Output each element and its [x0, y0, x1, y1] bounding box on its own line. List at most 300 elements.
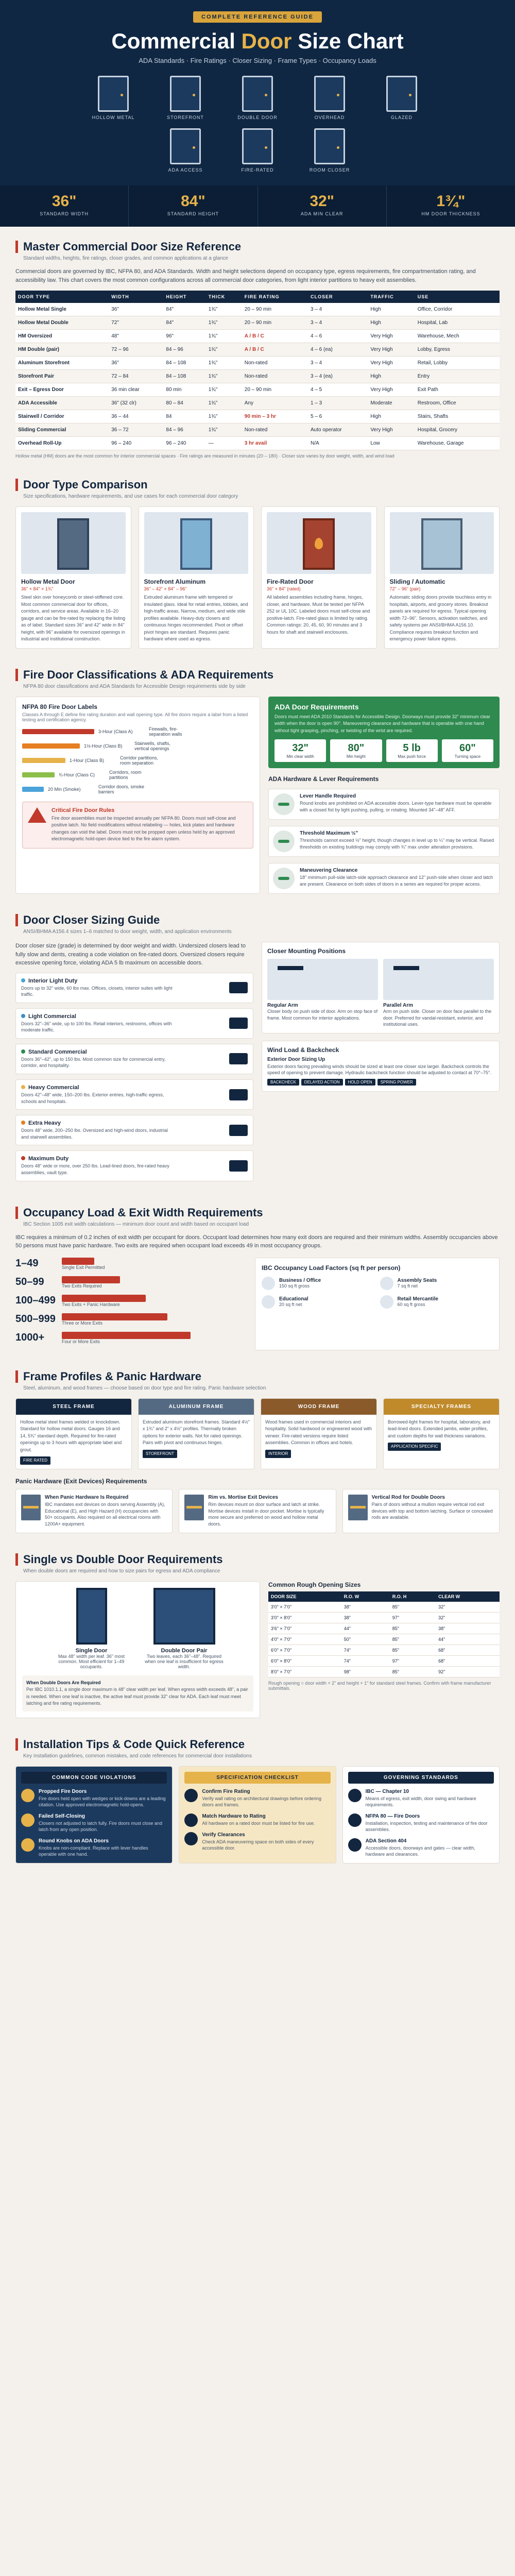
table-cell: 1¾" — [206, 330, 242, 343]
table-cell: Lobby, Egress — [415, 343, 500, 357]
tip-icon — [184, 1814, 198, 1827]
tip-icon — [21, 1838, 35, 1852]
hardware-item — [268, 789, 500, 820]
mounting-text: Arm on push side. Closer on door face parallel to the door. Preferred for vandal-resistant, exterior, and institutional uses. — [383, 1009, 492, 1027]
table-cell: Exit – Egress Door — [15, 383, 109, 397]
fire-ada-section — [0, 655, 515, 901]
door-option — [143, 1588, 226, 1669]
door-option-title: Double Door Pair — [161, 1647, 208, 1654]
table-cell: Very High — [368, 357, 415, 370]
table-header: WIDTH — [109, 291, 163, 303]
tip-column-heading: GOVERNING STANDARDS — [348, 1772, 494, 1784]
load-factor-value: 20 sq ft net — [279, 1302, 302, 1308]
tip-item — [184, 1814, 330, 1827]
table-cell: 3'0" × 7'0" — [268, 1602, 341, 1613]
table-cell: Non-rated — [242, 423, 308, 437]
load-factor-title: Business / Office — [279, 1278, 321, 1284]
frame-profile-tag: FIRE RATED — [20, 1456, 50, 1465]
section-title: Frame Profiles & Panic Hardware — [23, 1369, 202, 1383]
card-spec: 36" – 42" × 84" – 96" — [144, 586, 187, 591]
stat-label: HM DOOR THICKNESS — [421, 211, 480, 216]
closer-size-text: Doors 36"–42", up to 150 lbs. Most common size for commercial entry, corridor, and hospitality. — [21, 1056, 166, 1069]
ada-stat-label: Min clear width — [286, 754, 314, 759]
ada-stat-label: Turning space — [454, 754, 481, 759]
tip-column — [179, 1766, 336, 1864]
table-cell: 85" — [390, 1623, 436, 1634]
door-icon — [242, 128, 273, 164]
tip-column-heading: SPECIFICATION CHECKLIST — [184, 1772, 330, 1784]
tip-column — [342, 1766, 500, 1864]
table-cell: Hollow Metal Double — [15, 316, 109, 330]
fire-labels-panel — [15, 697, 260, 894]
door-label: GLAZED — [390, 115, 413, 120]
door-frame-shape — [421, 518, 462, 570]
mounting-text: Closer body on push side of door. Arm on stop face of frame. Most common for interior applications. — [267, 1009, 378, 1021]
table-cell: 84 – 108 — [163, 357, 205, 370]
table-cell: Restroom, Office — [415, 397, 500, 410]
occupancy-row — [15, 1258, 247, 1270]
building-icon — [380, 1295, 393, 1309]
hero-banner — [0, 0, 515, 227]
card-spec: 36" × 84" (rated) — [267, 586, 301, 591]
table-cell: 3 – 4 — [308, 303, 368, 316]
tip-icon — [184, 1832, 198, 1845]
hero-door-item — [376, 76, 427, 120]
table-cell: 4'0" × 7'0" — [268, 1634, 341, 1645]
building-icon — [262, 1295, 275, 1309]
door-option-title: Single Door — [75, 1647, 108, 1654]
frame-profile-card — [383, 1398, 500, 1470]
table-cell: N/A — [308, 437, 368, 450]
fire-label-row — [22, 755, 253, 766]
fire-label-row — [22, 741, 253, 751]
door-closer-icon — [229, 1053, 248, 1064]
wind-subheading: Exterior Door Sizing Up — [267, 1056, 325, 1062]
ada-stat-label: Min height — [346, 754, 366, 759]
rough-opening-heading: Common Rough Opening Sizes — [268, 1581, 361, 1588]
panic-hardware-card — [342, 1489, 500, 1533]
panic-hardware-card — [15, 1489, 173, 1533]
tip-icon — [348, 1838, 362, 1852]
closer-size-text: Doors 32"–36" wide, up to 100 lbs. Retail interiors, restrooms, offices with moderate traffic. — [21, 1021, 172, 1033]
table-cell: 84 – 96 — [163, 423, 205, 437]
hardware-title: Threshold Maximum ½" — [300, 831, 358, 836]
occupancy-row — [15, 1332, 247, 1344]
door-label: DOUBLE DOOR — [237, 115, 278, 120]
hero-door-item — [88, 76, 139, 120]
door-icon — [314, 128, 345, 164]
occupancy-section — [0, 1193, 515, 1357]
table-cell: 1¾" — [206, 370, 242, 383]
door-type-card — [384, 506, 500, 649]
closer-size-text: Doors 48" wide or more, over 250 lbs. Lead-lined doors, fire-rated heavy assemblies, vault type. — [21, 1163, 169, 1176]
table-cell: Very High — [368, 330, 415, 343]
section-title: Door Closer Sizing Guide — [23, 913, 160, 926]
hero-stats — [0, 185, 515, 227]
hero-stat — [0, 185, 129, 227]
occupancy-label: Single Exit Permitted — [62, 1264, 105, 1270]
door-option-text: Max 48" width per leaf. 36" most common. Most efficient for 1–49 occupants. — [58, 1653, 125, 1669]
closer-size-row — [15, 1115, 253, 1145]
frame-profile-card — [15, 1398, 132, 1470]
occupant-range: 50–99 — [15, 1276, 44, 1288]
ada-stat — [274, 739, 326, 762]
rough-opening-table — [268, 1591, 500, 1677]
occupancy-row — [15, 1276, 247, 1289]
tip-title: IBC — Chapter 10 — [365, 1788, 409, 1794]
table-cell: 1¾" — [206, 423, 242, 437]
door-label: FIRE-RATED — [241, 167, 274, 173]
frame-profile-tag: STOREFRONT — [143, 1450, 177, 1458]
table-row — [15, 343, 500, 357]
section-title: Door Type Comparison — [23, 478, 148, 491]
fire-label-name: ¾-Hour (Class C) — [59, 772, 95, 777]
tip-title: NFPA 80 — Fire Doors — [365, 1813, 420, 1819]
fire-label-row — [22, 784, 253, 794]
hero-stat — [129, 185, 258, 227]
table-cell: 1¾" — [206, 383, 242, 397]
lever-handle-icon — [273, 793, 295, 815]
exit-device-icon — [21, 1495, 41, 1520]
door-option-text: Two leaves, each 36"–48". Required when one leaf is insufficient for egress width. — [145, 1653, 224, 1669]
frame-profile-title: SPECIALTY FRAMES — [384, 1399, 499, 1415]
wind-heading: Wind Load & Backcheck — [267, 1046, 339, 1054]
hardware-text: 18" minimum pull-side latch-side approach clearance and 12" push-side when closer and latch are present. Clearance on both sides of doors in a series are required for proper access. — [300, 875, 493, 887]
table-header: CLEAR W — [436, 1591, 500, 1602]
load-factor-item — [262, 1277, 375, 1290]
table-cell: 3 – 4 — [308, 357, 368, 370]
tip-icon — [184, 1789, 198, 1802]
occupancy-label: Four or More Exits — [62, 1338, 100, 1344]
occupancy-bar — [62, 1313, 167, 1320]
table-header: CLOSER — [308, 291, 368, 303]
table-row — [15, 383, 500, 397]
hardware-item — [268, 863, 500, 894]
occupancy-bar — [62, 1332, 191, 1339]
panic-text: IBC mandates exit devices on doors serving Assembly (A), Educational (E), and High Hazard (H) occupancies with 50+ occupants. Also required on all electrical rooms with 1200A+ equipment. — [45, 1502, 165, 1527]
hero-badge: COMPLETE REFERENCE GUIDE — [193, 11, 322, 23]
table-cell: 84 – 96 — [163, 343, 205, 357]
lever-handle-icon — [273, 831, 295, 852]
ada-stat — [386, 739, 438, 762]
table-cell: 36 – 44 — [109, 410, 163, 423]
table-cell: 36 – 72 — [109, 423, 163, 437]
table-cell: Non-rated — [242, 370, 308, 383]
warning-icon — [28, 807, 46, 823]
table-cell: Any — [242, 397, 308, 410]
closer-arm-illustration — [267, 959, 378, 1000]
table-cell: 97" — [390, 1655, 436, 1666]
table-cell: 1¾" — [206, 397, 242, 410]
table-cell: 4 – 6 (ea) — [308, 343, 368, 357]
table-cell: 36" — [109, 303, 163, 316]
table-cell: 85" — [390, 1634, 436, 1645]
lever-handle-icon — [273, 868, 295, 889]
mounting-box — [262, 942, 500, 1033]
card-text: All labeled assemblies including frame, hinges, closer, and hardware. Must be tested per NFPA 252 or UL 10C. Labeled doors must self-close and positive-latch. Fire-rated glass is limited by rating. Common ratings: 20, 45, 60, 90 minutes and 3 hours for shaft and stairwell enclosures. — [267, 595, 370, 635]
fire-rating-bar — [22, 787, 44, 792]
table-cell: 98" — [341, 1666, 390, 1677]
fire-rating-bar — [22, 729, 94, 734]
tip-title: Round Knobs on ADA Doors — [39, 1838, 109, 1844]
building-icon — [262, 1277, 275, 1290]
table-cell: 72" — [109, 316, 163, 330]
closer-color-dot — [21, 1014, 25, 1018]
table-cell: 84" — [163, 316, 205, 330]
table-cell: 84 — [163, 410, 205, 423]
table-cell: HM Oversized — [15, 330, 109, 343]
feature-tag: SPRING POWER — [377, 1079, 416, 1086]
closer-size-row — [15, 1008, 253, 1039]
table-row — [268, 1634, 500, 1645]
single-double-section — [0, 1539, 515, 1724]
warning-text: Fire door assemblies must be inspected annually per NFPA 80. Doors must self-close and positive latch. No field modifications without relabeling — holes, kick plates and hardware changes can void the label. Doors must not be propped open unless held by an approved electromagnetic hold-open device tied to the fire alarm system. — [52, 815, 236, 841]
table-legend: Hollow metal (HM) doors are the most common for interior commercial spaces · Fire ratings are measured in minutes (20 – 180) · Closer size varies by door weight, width, and wind load — [15, 453, 394, 459]
panic-text: Pairs of doors without a mullion require vertical rod exit devices with top and bottom latching. Surface or concealed rods are available. — [371, 1502, 493, 1520]
hero-door-item — [304, 76, 355, 120]
hero-subtitle: ADA Standards · Fire Ratings · Closer Sizing · Frame Types · Occupancy Loads — [139, 57, 376, 64]
section-subtitle: Key installation guidelines, common mistakes, and code references for commercial door installations — [23, 1753, 252, 1759]
exit-device-icon — [348, 1495, 368, 1520]
table-cell: Storefront Pair — [15, 370, 109, 383]
tip-text: Closers not adjusted to latch fully. Fire doors must close and latch from any open position. — [39, 1820, 162, 1833]
occupant-range: 500–999 — [15, 1313, 56, 1325]
hero-stat — [387, 185, 515, 227]
table-cell: 38" — [341, 1602, 390, 1613]
fire-label-desc: Stairwells, shafts, vertical openings — [134, 740, 171, 751]
table-cell: High — [368, 316, 415, 330]
frame-profile-text: Hollow metal steel frames welded or knockdown. Standard for hollow metal doors. Gauges 16 and 14, 5¾" standard depth. Required for fire-rated openings up to 3 hours with appropriate label and grout. — [20, 1419, 122, 1452]
closer-color-dot — [21, 1085, 25, 1089]
closer-size-row — [15, 1044, 253, 1074]
table-row — [15, 423, 500, 437]
hero-door-item — [304, 128, 355, 173]
tip-text: Knobs are non-compliant. Replace with lever handles operable with one hand. — [39, 1845, 148, 1857]
table-cell: 92" — [436, 1666, 500, 1677]
table-cell: 3 hr avail — [242, 437, 308, 450]
hero-door-item — [160, 128, 211, 173]
closer-size-name: Standard Commercial — [21, 1049, 176, 1055]
tip-title: ADA Section 404 — [365, 1838, 407, 1844]
hardware-item — [268, 826, 500, 857]
feature-tag: DELAYED ACTION — [301, 1079, 343, 1086]
door-icon — [314, 76, 345, 112]
table-cell: 32" — [436, 1612, 500, 1623]
table-cell: HM Double (pair) — [15, 343, 109, 357]
stat-value: 32" — [310, 193, 334, 210]
door-icon — [170, 128, 201, 164]
table-cell: 36" (32 clr) — [109, 397, 163, 410]
tip-text: All hardware on a rated door must be listed for fire use. — [202, 1820, 315, 1826]
closer-size-text: Doors 42"–48" wide, 150–200 lbs. Exterior entries, high-traffic egress, schools and hospitals. — [21, 1092, 164, 1104]
table-row — [15, 357, 500, 370]
load-factor-item — [380, 1277, 493, 1290]
door-label: ROOM CLOSER — [309, 167, 350, 173]
door-illustration — [21, 512, 126, 574]
closer-size-row — [15, 1079, 253, 1110]
table-cell: 80 – 84 — [163, 397, 205, 410]
frame-profile-card — [261, 1398, 377, 1470]
occupancy-label: Three or More Exits — [62, 1320, 103, 1326]
door-frame-shape — [180, 518, 212, 570]
frame-profile-body — [16, 1415, 131, 1469]
table-cell: 72 – 84 — [109, 370, 163, 383]
ada-stat — [442, 739, 493, 762]
stat-label: STANDARD HEIGHT — [167, 211, 219, 216]
card-text: Steel skin over honeycomb or steel-stiffened core. Most common commercial door for offices, corridors, and service areas. Available in 16–20 gauge and can be fire-rated by replacing the listing as of label. Standard sizes 36" and 42" wide in 84" height, with 96" available for oversized openings in industrial and institutional construction. — [21, 595, 126, 641]
table-cell: Exit Path — [415, 383, 500, 397]
closer-color-dot — [21, 1121, 25, 1125]
table-cell: 1 – 3 — [308, 397, 368, 410]
occupancy-row — [15, 1313, 247, 1326]
closer-color-dot — [21, 1049, 25, 1054]
card-title: Hollow Metal Door — [21, 578, 75, 585]
card-spec: 36" × 84" × 1¾" — [21, 586, 54, 591]
table-cell: 36" — [109, 357, 163, 370]
table-cell: 8'0" × 7'0" — [268, 1666, 341, 1677]
table-cell: 1¾" — [206, 316, 242, 330]
card-text: Automatic sliding doors provide touchless entry in hospitals, airports, and grocery stores. Breakout panels are required for egress. Typical opening width 72–96". Sensors, activation switches, and safety systems per ANSI/BHMA A156.10. Compliance requires breakout function and emergency power failure egress. — [389, 595, 492, 641]
table-cell: 4 – 6 — [308, 330, 368, 343]
mounting-heading: Closer Mounting Positions — [267, 947, 346, 955]
closer-size-name: Maximum Duty — [21, 1156, 176, 1162]
table-cell: 74" — [341, 1655, 390, 1666]
door-option — [50, 1588, 133, 1669]
table-cell: Retail, Lobby — [415, 357, 500, 370]
tip-text: Fire doors held open with wedges or kick-downs are a leading citation. Use approved electromagnetic hold-opens. — [39, 1795, 166, 1808]
panic-title: When Panic Hardware Is Required — [45, 1495, 129, 1501]
door-type-card — [15, 506, 131, 649]
ada-requirements-box — [268, 697, 500, 769]
table-cell: 68" — [436, 1645, 500, 1655]
ada-title: ADA Door Requirements — [274, 702, 359, 711]
hardware-text: Round knobs are prohibited on ADA accessible doors. Lever-type hardware must be operable with a closed fist by light pushing, pulling, or rotating. Mounted 34"–48" AFF. — [300, 801, 492, 812]
tip-item — [21, 1789, 167, 1808]
page-title: Commercial Door Size Chart — [111, 29, 404, 53]
tip-text: Verify wall rating on architectural drawings before ordering doors and frames. — [202, 1795, 321, 1808]
occupancy-bar — [62, 1258, 94, 1265]
card-title: Storefront Aluminum — [144, 578, 206, 585]
mounting-title: Regular Arm — [267, 1003, 298, 1008]
rough-opening-note: Rough opening = door width + 2" and height + 1" for standard steel frames. Confirm with frame manufacturer submittals. — [268, 1680, 491, 1691]
closer-size-row — [15, 973, 253, 1003]
table-cell: Hollow Metal Single — [15, 303, 109, 316]
master-table — [15, 291, 500, 450]
table-cell: 96 – 240 — [109, 437, 163, 450]
table-row — [268, 1645, 500, 1655]
hero-door-icons — [0, 76, 515, 173]
table-cell: Office, Corridor — [415, 303, 500, 316]
ada-stat — [330, 739, 382, 762]
ada-stat-value: 60" — [459, 742, 476, 754]
table-cell: 3 – 4 — [308, 316, 368, 330]
intro-text: Commercial doors are governed by IBC, NFPA 80, and ADA Standards. Width and height selections depend on occupancy type, egress requirements, fire compartmentation rating, and accessibility law. This chart covers the most common configurations across all commercial door categories, from light interior partitions to heavy exit assemblies. — [15, 268, 476, 283]
fire-rating-bar — [22, 743, 80, 749]
section-subtitle: When double doors are required and how to size pairs for egress and ADA compliance — [23, 1568, 220, 1574]
closer-arm-illustration — [383, 959, 494, 1000]
tip-icon — [348, 1814, 362, 1827]
table-cell: High — [368, 410, 415, 423]
door-illustration — [144, 512, 249, 574]
load-factors-heading: IBC Occupancy Load Factors (sq ft per person) — [262, 1264, 401, 1272]
hardware-title: Maneuvering Clearance — [300, 868, 358, 873]
wind-text: Exterior doors facing prevailing winds should be sized at least one closer size larger. Backcheck controls the speed of opening to prevent damage. Hydraulic backcheck function should be adjusted to contact at 70°–75°. — [267, 1063, 491, 1076]
table-header: FIRE RATING — [242, 291, 308, 303]
table-cell: 96 – 240 — [163, 437, 205, 450]
hardware-title: Lever Handle Required — [300, 793, 356, 799]
hero-door-item — [232, 76, 283, 120]
fire-labels-heading: NFPA 80 Fire Door Labels — [22, 703, 98, 710]
table-cell: 72 – 96 — [109, 343, 163, 357]
occupancy-label: Two Exits Required — [62, 1283, 102, 1289]
fire-label-row — [22, 726, 253, 737]
table-cell: Stairs, Shafts — [415, 410, 500, 423]
door-label: ADA ACCESS — [168, 167, 203, 173]
occupant-range: 100–499 — [15, 1295, 56, 1307]
section-subtitle: ANSI/BHMA A156.4 sizes 1–6 matched to door weight, width, and application environments — [23, 929, 232, 935]
table-row — [15, 437, 500, 450]
table-row — [268, 1623, 500, 1634]
door-label: HOLLOW METAL — [92, 115, 135, 120]
tip-title: Propped Fire Doors — [39, 1788, 87, 1794]
table-cell: Hospital, Grocery — [415, 423, 500, 437]
table-cell: 20 – 90 min — [242, 383, 308, 397]
section-title: Single vs Double Door Requirements — [23, 1552, 223, 1566]
table-cell: Low — [368, 437, 415, 450]
table-cell: 85" — [390, 1666, 436, 1677]
load-factor-value: 7 sq ft net — [397, 1283, 418, 1289]
tip-item — [348, 1838, 494, 1858]
stat-label: ADA MIN CLEAR — [300, 211, 344, 216]
table-cell: 3'6" × 7'0" — [268, 1623, 341, 1634]
table-cell: Aluminum Storefront — [15, 357, 109, 370]
table-cell: 20 – 90 min — [242, 303, 308, 316]
table-header: DOOR SIZE — [268, 1591, 341, 1602]
table-cell: 38" — [341, 1612, 390, 1623]
ada-panel — [268, 697, 500, 894]
table-row — [268, 1602, 500, 1613]
closer-size-name: Light Commercial — [21, 1013, 176, 1020]
feature-tag: BACKCHECK — [267, 1079, 299, 1086]
fire-label-desc: Corridor doors, smoke barriers — [98, 784, 145, 794]
closer-intro: Door closer size (grade) is determined by door weight and width. Undersized closers lead to fully slow and dents, creating a code violation on fire-rated doors. Oversized closers require excessive opening force, violating ADA 5 lb maximum on accessible doors. — [15, 943, 246, 966]
section-subtitle: Size specifications, hardware requirements, and use cases for each commercial door category — [23, 494, 238, 499]
master-reference-section — [0, 227, 515, 465]
table-cell: 1¾" — [206, 357, 242, 370]
stat-value: 84" — [181, 193, 205, 210]
table-cell: Very High — [368, 383, 415, 397]
stat-label: STANDARD WIDTH — [40, 211, 89, 216]
table-cell: High — [368, 370, 415, 383]
section-title: Installation Tips & Code Quick Reference — [23, 1737, 245, 1751]
ada-stat-value: 5 lb — [403, 742, 421, 754]
table-cell: 80 min — [163, 383, 205, 397]
table-header: R.O. W — [341, 1591, 390, 1602]
table-row — [15, 303, 500, 316]
door-closer-icon — [229, 1125, 248, 1136]
table-header: USE — [415, 291, 500, 303]
table-cell: 84" — [163, 303, 205, 316]
table-cell: 96" — [163, 330, 205, 343]
fire-warning — [22, 802, 253, 849]
tip-text: Installation, inspection, testing and maintenance of fire door assemblies. — [365, 1820, 488, 1833]
load-factor-title: Retail Mercantile — [397, 1296, 438, 1302]
tip-column-heading: COMMON CODE VIOLATIONS — [21, 1772, 167, 1784]
mounting-option — [267, 959, 378, 1028]
table-cell: 84 – 108 — [163, 370, 205, 383]
door-closer-icon — [229, 1018, 248, 1029]
load-factor-value: 60 sq ft gross — [397, 1302, 425, 1308]
